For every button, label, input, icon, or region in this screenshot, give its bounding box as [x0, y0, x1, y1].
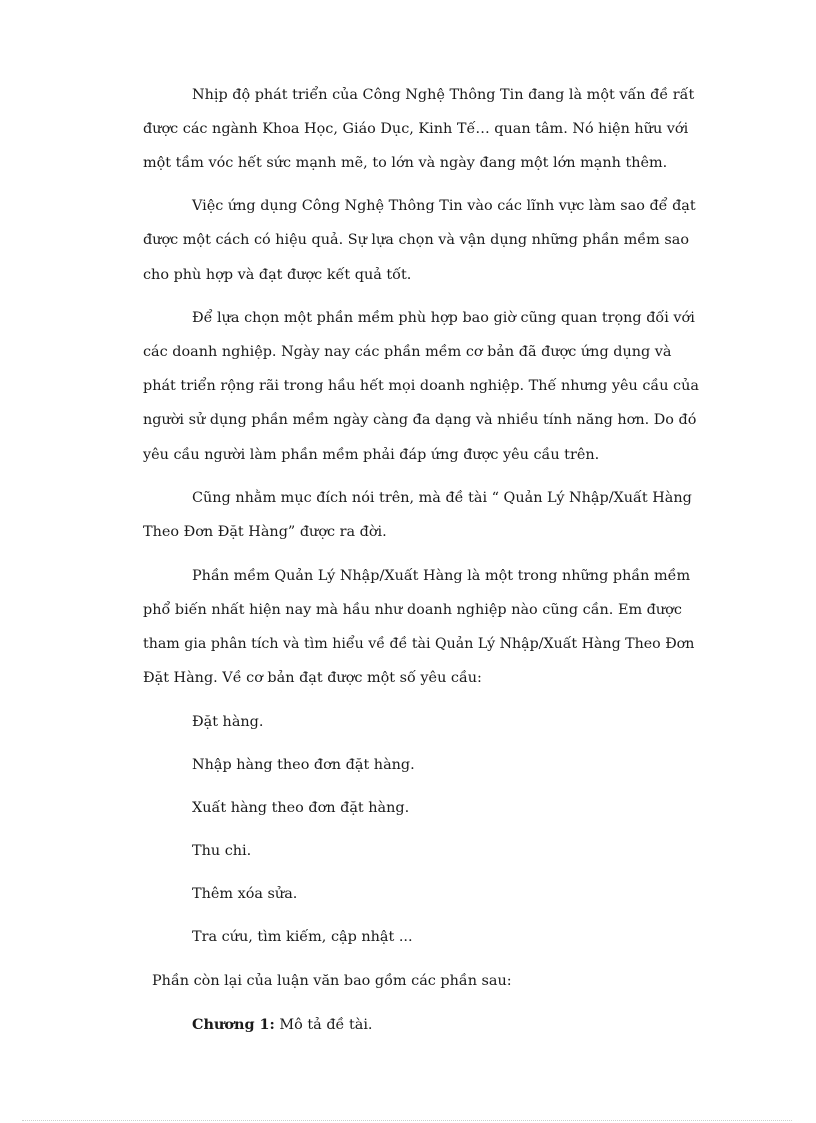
paragraph-line: người sử dụng phần mềm ngày càng đa dạng và nhiều tính năng hơn. Do đó — [143, 412, 697, 428]
chapter-line — [192, 1015, 373, 1035]
paragraph-line: cho phù hợp và đạt được kết quả tốt. — [143, 267, 412, 283]
paragraph-line: Để lựa chọn một phần mềm phù hợp bao giờ cũng quan trọng đối với — [192, 310, 695, 326]
paragraph-line: Việc ứng dụng Công Nghệ Thông Tin vào các lĩnh vực làm sao để đạt — [192, 198, 696, 214]
outline-intro: Phần còn lại của luận văn bao gồm các phần sau: — [152, 973, 512, 989]
chapter-text: Mô tả đề tài. — [274, 1017, 373, 1033]
page-bottom-rule — [22, 1120, 792, 1121]
requirement-item: Đặt hàng. — [192, 714, 264, 730]
requirement-item: Nhập hàng theo đơn đặt hàng. — [192, 757, 415, 773]
chapter-label: Chương 1: — [192, 1016, 275, 1033]
paragraph-line: Đặt Hàng. Về cơ bản đạt được một số yêu cầu: — [143, 670, 482, 686]
paragraph-line: các doanh nghiệp. Ngày nay các phần mềm cơ bản đã được ứng dụng và — [143, 344, 672, 360]
paragraph-line: phát triển rộng rãi trong hầu hết mọi doanh nghiệp. Thế nhưng yêu cầu của — [143, 378, 699, 394]
requirement-item: Tra cứu, tìm kiếm, cập nhật ... — [192, 929, 413, 945]
paragraph-line: tham gia phân tích và tìm hiểu về đề tài Quản Lý Nhập/Xuất Hàng Theo Đơn — [143, 636, 695, 652]
requirement-item: Xuất hàng theo đơn đặt hàng. — [192, 800, 410, 816]
paragraph-line: Theo Đơn Đặt Hàng” được ra đời. — [143, 524, 387, 540]
paragraph-line: một tầm vóc hết sức mạnh mẽ, to lớn và ngày đang một lớn mạnh thêm. — [143, 155, 668, 171]
requirement-item: Thêm xóa sửa. — [192, 886, 298, 902]
paragraph-line: Nhịp độ phát triển của Công Nghệ Thông Tin đang là một vấn đề rất — [192, 87, 695, 103]
paragraph-line: Cũng nhằm mục đích nói trên, mà đề tài “ Quản Lý Nhập/Xuất Hàng — [192, 490, 692, 506]
paragraph-line: được một cách có hiệu quả. Sự lựa chọn và vận dụng những phần mềm sao — [143, 232, 690, 248]
paragraph-line: yêu cầu người làm phần mềm phải đáp ứng được yêu cầu trên. — [143, 447, 600, 463]
paragraph-line: phổ biến nhất hiện nay mà hầu như doanh nghiệp nào cũng cần. Em được — [143, 602, 682, 618]
requirement-item: Thu chi. — [192, 843, 252, 859]
paragraph-line: Phần mềm Quản Lý Nhập/Xuất Hàng là một trong những phần mềm — [192, 568, 691, 584]
paragraph-line: được các ngành Khoa Học, Giáo Dục, Kinh Tế… quan tâm. Nó hiện hữu với — [143, 121, 689, 137]
